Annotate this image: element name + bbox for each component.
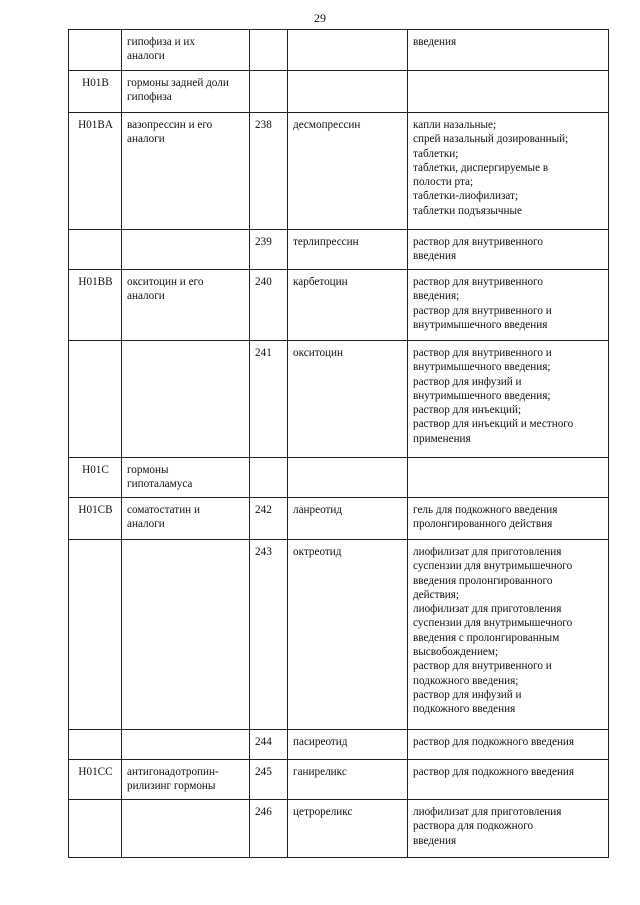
atc-code-cell: H01CC [69, 760, 122, 800]
table-row [69, 341, 609, 458]
dosage-form-cell: лиофилизат для приготовления раствора для подкожного введения [408, 800, 609, 858]
number-cell: 246 [250, 800, 288, 858]
number-cell: 244 [250, 730, 288, 760]
drug-name-cell: терлипрессин [288, 230, 408, 270]
table-row [69, 113, 609, 230]
group-cell: соматостатин и аналоги [122, 498, 250, 540]
number-cell: 238 [250, 113, 288, 230]
dosage-form-cell: введения [408, 30, 609, 71]
dosage-form-cell: раствор для подкожного введения [408, 760, 609, 800]
number-cell: 243 [250, 540, 288, 730]
number-cell: 242 [250, 498, 288, 540]
group-cell [122, 230, 250, 270]
dosage-form-cell: раствор для внутривенного введения [408, 230, 609, 270]
atc-code-cell [69, 230, 122, 270]
table-row [69, 71, 609, 113]
group-cell: антигонадотропин- рилизинг гормоны [122, 760, 250, 800]
drug-name-cell: октреотид [288, 540, 408, 730]
dosage-form-cell [408, 458, 609, 498]
number-cell: 240 [250, 270, 288, 341]
drug-name-cell [288, 458, 408, 498]
page-number: 29 [314, 11, 326, 25]
drug-table [68, 29, 609, 858]
table-row [69, 270, 609, 341]
group-cell [122, 800, 250, 858]
atc-code-cell [69, 800, 122, 858]
group-cell [122, 540, 250, 730]
drug-name-cell: ганиреликс [288, 760, 408, 800]
drug-name-cell: карбетоцин [288, 270, 408, 341]
table-row [69, 540, 609, 730]
drug-name-cell: десмопрессин [288, 113, 408, 230]
table-row [69, 30, 609, 71]
atc-code-cell: H01C [69, 458, 122, 498]
atc-code-cell [69, 341, 122, 458]
drug-name-cell [288, 71, 408, 113]
number-cell [250, 458, 288, 498]
table-row [69, 760, 609, 800]
group-cell: гормоны задней доли гипофиза [122, 71, 250, 113]
number-cell: 241 [250, 341, 288, 458]
dosage-form-cell: лиофилизат для приготовления суспензии для внутримышечного введения пролонгированного действия; лиофилизат для приготовления суспензии для внутримышечного введения с пролонгированным высвобождением; раствор для внутривенного и подкожного введения; раствор для инфузий и подкожного введения [408, 540, 609, 730]
drug-name-cell: пасиреотид [288, 730, 408, 760]
group-cell [122, 730, 250, 760]
dosage-form-cell: раствор для внутривенного и внутримышечного введения; раствор для инфузий и внутримышечного введения; раствор для инъекций; раствор для инъекций и местного применения [408, 341, 609, 458]
number-cell: 245 [250, 760, 288, 800]
drug-name-cell: окситоцин [288, 341, 408, 458]
group-cell: гипофиза и их аналоги [122, 30, 250, 71]
number-cell [250, 71, 288, 113]
dosage-form-cell: гель для подкожного введения пролонгированного действия [408, 498, 609, 540]
atc-code-cell: H01BA [69, 113, 122, 230]
group-cell: гормоны гипоталамуса [122, 458, 250, 498]
number-cell: 239 [250, 230, 288, 270]
atc-code-cell: H01B [69, 71, 122, 113]
drug-name-cell: ланреотид [288, 498, 408, 540]
atc-code-cell [69, 30, 122, 71]
table-row [69, 498, 609, 540]
atc-code-cell: H01CB [69, 498, 122, 540]
atc-code-cell [69, 540, 122, 730]
table-row [69, 800, 609, 858]
table-row [69, 458, 609, 498]
table-row [69, 230, 609, 270]
atc-code-cell: H01BB [69, 270, 122, 341]
dosage-form-cell: капли назальные; спрей назальный дозированный; таблетки; таблетки, диспергируемые в полости рта; таблетки-лиофилизат; таблетки подъязычные [408, 113, 609, 230]
drug-name-cell [288, 30, 408, 71]
number-cell [250, 30, 288, 71]
group-cell [122, 341, 250, 458]
dosage-form-cell [408, 71, 609, 113]
dosage-form-cell: раствор для подкожного введения [408, 730, 609, 760]
dosage-form-cell: раствор для внутривенного введения; раствор для внутривенного и внутримышечного введения [408, 270, 609, 341]
table-row [69, 730, 609, 760]
group-cell: окситоцин и его аналоги [122, 270, 250, 341]
group-cell: вазопрессин и его аналоги [122, 113, 250, 230]
atc-code-cell [69, 730, 122, 760]
drug-name-cell: цетрореликс [288, 800, 408, 858]
